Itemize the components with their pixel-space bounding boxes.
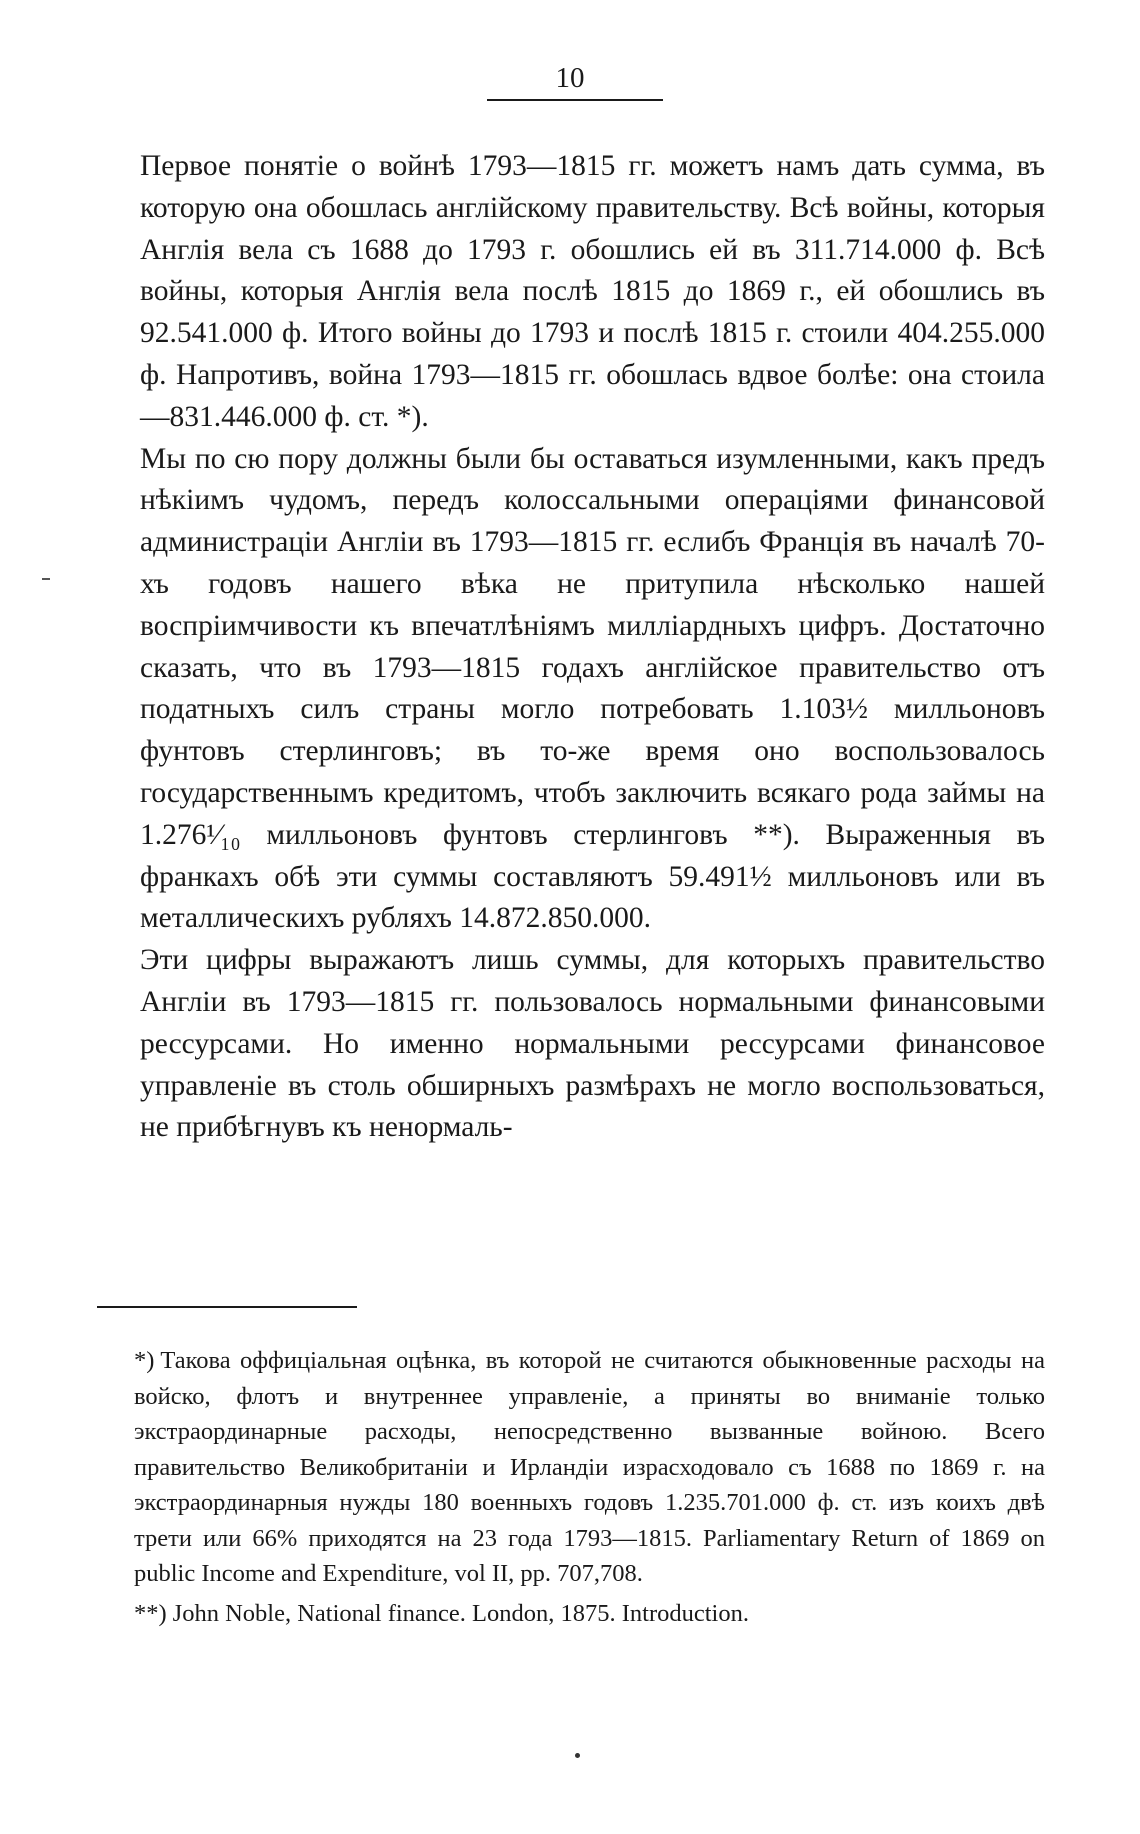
paragraph-3: Эти цифры выражаютъ лишь суммы, для которыхъ правительство Англіи въ 1793—1815 гг. пользовалось нормальными финансовыми рессурсами. Но именно нормальными рессурсами финансовое управленіе въ столь обширныхъ размѣрахъ не могло воспользоваться, не прибѣгнувъ къ ненормаль-: [140, 944, 1045, 1144]
footnote-separator: [97, 1306, 357, 1308]
paragraph-1: Первое понятіе о войнѣ 1793—1815 гг. можетъ намъ дать сумма, въ которую она обошлась англійскому правительству. Всѣ войны, которыя Англія вела съ 1688 до 1793 г. обошлись ей въ 311.714.000 ф. Всѣ войны, которыя Англія вела послѣ 1815 до 1869 г., ей обошлись въ 92.541.000 ф. Итого войны до 1793 и послѣ 1815 г. стоили 404.255.000 ф. Напротивъ, война 1793—1815 гг. обошлась вдвое болѣе: она стоила—831.446.000 ф. ст. *).: [140, 150, 1045, 433]
footnote-text: John Noble, National finance. London, 1875. Introduction.: [172, 1599, 749, 1627]
paragraph-2: Мы по сю пору должны были бы оставаться изумленными, какъ предъ нѣкіимъ чудомъ, передъ колоссальными операціями финансовой администраціи Англіи въ 1793—1815 гг. еслибъ Францiя въ началѣ 70-хъ годовъ нашего вѣка не притупила нѣсколько нашей воспріимчивости къ впечатлѣніямъ милліардныхъ цифръ. Достаточно сказать, что въ 1793—1815 годахъ англійское правительство отъ податныхъ силъ страны могло потребовать 1.103½ милльоновъ фунтовъ стерлинговъ; въ то-же время оно воспользовалось государственнымъ кредитомъ, чтобъ заключить всякаго рода займы на 1.276¹⁄₁₀ милльоновъ фунтовъ стерлинговъ **). Выраженныя въ франкахъ обѣ эти суммы составляютъ 59.491½ милльоновъ или въ металлическихъ рубляхъ 14.872.850.000.: [140, 442, 1045, 935]
page-number-rule: [487, 99, 663, 101]
footnotes: [94, 1343, 1045, 1631]
footnote-text: Такова оффиціальная оцѣнка, въ которой не считаются обыкновенные расходы на войско, флотъ и внутреннее управленіе, а приняты во вниманіе только экстраординарные расходы, непосредственно вызванные войною. Всего правительство Великобританіи и Ирландіи израсходовало съ 1688 по 1869 г. на экстраординарныя нужды 180 военныхъ годовъ 1.235.701.000 ф. ст. изъ коихъ двѣ трети или 66% приходятся на 23 года 1793—1815. Parliamentary Return of 1869 on public Income and Expenditure, vol II, pp. 707,708.: [134, 1347, 1045, 1587]
footnote-marker: *): [134, 1347, 155, 1374]
margin-mark: [42, 578, 50, 580]
footnote-2: [94, 1596, 1045, 1632]
print-speck: [575, 1753, 580, 1758]
page-number: 10: [555, 62, 585, 94]
main-text: [140, 146, 1045, 1149]
footnote-marker: **): [134, 1599, 167, 1627]
footnote-1: [94, 1343, 1045, 1592]
